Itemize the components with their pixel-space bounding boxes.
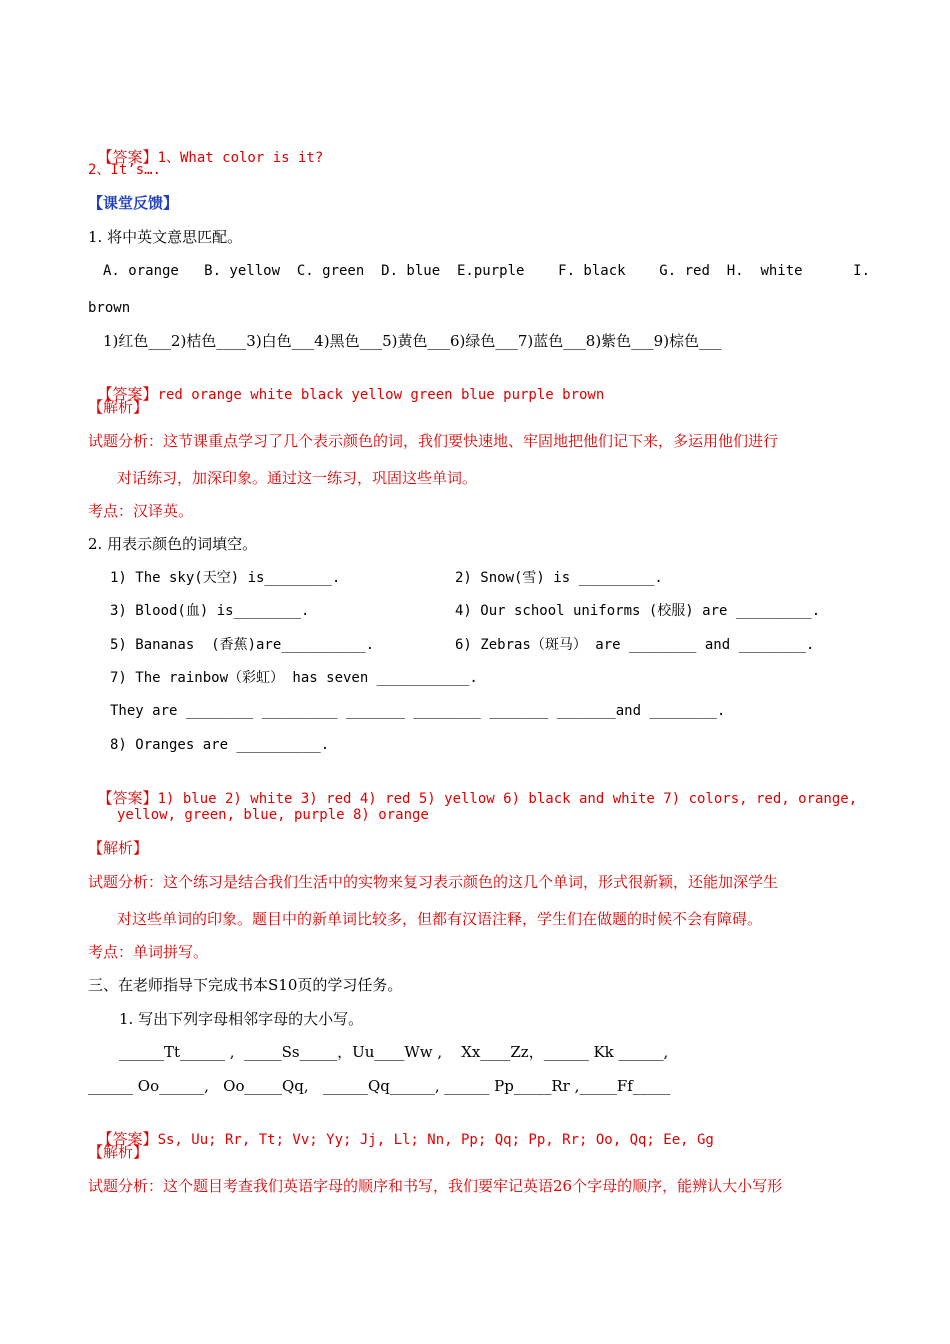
q2-item-8: 8) Oranges are __________. [110, 737, 330, 753]
q2-item-7b: They are ________ _________ _______ ________ _______ _______and ________. [110, 703, 726, 719]
q1-match-line: 1)红色___2)桔色____3)白色___4)黑色___5)黄色___6)绿色___7)蓝色___8)紫色___9)棕色___ [103, 332, 722, 350]
q2-item-1: 1) The sky(天空) is________. [110, 570, 341, 586]
q2-analysis-tag: 【解析】 [88, 839, 149, 857]
q1-title: 1. 将中英文意思匹配。 [88, 228, 243, 246]
q2-item-4: 4) Our school uniforms (校服) are _________. [455, 603, 821, 619]
section3-answer [88, 1109, 714, 1150]
section3-analysis-tag: 【解析】 [88, 1143, 149, 1161]
q1-analysis-line1: 试题分析：这节课重点学习了几个表示颜色的词，我们要快速地、牢固地把他们记下来，多运用他们进行 [88, 432, 779, 450]
q2-item-2: 2) Snow(雪) is _________. [455, 570, 663, 586]
q2-item-5: 5) Bananas (香蕉)are__________. [110, 637, 375, 653]
q2-item-3: 3) Blood(血) is________. [110, 603, 310, 619]
section3-title: 三、在老师指导下完成书本S10页的学习任务。 [88, 976, 403, 994]
answer-tag: 【答案】 [97, 385, 158, 403]
letters-line-1: ______Tt______ , _____Ss_____，Uu____Ww , Xx____Zz，______ Kk ______, [119, 1043, 669, 1061]
q1-point: 考点：汉译英。 [88, 502, 194, 520]
answer-text: red orange white black yellow green blue purple brown [157, 387, 605, 403]
answer-text: 1) blue 2) white 3) red 4) red 5) yellow 6) black and white 7) colors, red, orange, [157, 791, 858, 807]
q1-options-wrap: brown [88, 300, 131, 316]
letters-line-2: ______ Oo______, Oo_____Qq, ______Qq______, ______ Pp_____Rr ,_____Ff_____ [88, 1077, 671, 1095]
answer-tag: 【答案】 [97, 789, 158, 807]
q1-analysis-tag: 【解析】 [88, 398, 149, 416]
q2-item-6: 6) Zebras（斑马） are ________ and ________. [455, 637, 815, 653]
q2-analysis-line1: 试题分析：这个练习是结合我们生活中的实物来复习表示颜色的这几个单词，形式很新颖，还能加深学生 [88, 873, 779, 891]
answer-text: 1、What color is it? [157, 150, 324, 166]
q2-item-7: 7) The rainbow（彩虹） has seven ___________. [110, 670, 478, 686]
q2-analysis-line2: 对这些单词的印象。题目中的新单词比较多，但都有汉语注释，学生们在做题的时候不会有障碍。 [117, 910, 763, 928]
q2-answer [88, 768, 857, 809]
q2-title: 2. 用表示颜色的词填空。 [88, 535, 258, 553]
q2-point: 考点：单词拼写。 [88, 943, 209, 961]
answer-line-2: 2、It’s…. [88, 162, 162, 178]
answer-tag: 【答案】 [97, 1130, 158, 1148]
answer-text: Ss, Uu; Rr, Tt; Vv; Yy; Jj, Ll; Nn, Pp; Qq; Pp, Rr; Oo, Qq; Ee, Gg [157, 1132, 714, 1148]
feedback-title: 【课堂反馈】 [88, 194, 179, 212]
q1-analysis-line2: 对话练习，加深印象。通过这一练习，巩固这些单词。 [117, 469, 478, 487]
answer-tag: 【答案】 [97, 148, 158, 166]
q1-answer [88, 364, 604, 405]
q2-answer-line2: yellow, green, blue, purple 8) orange [117, 807, 429, 823]
section3-q-title: 1. 写出下列字母相邻字母的大小写。 [119, 1010, 364, 1028]
q1-options: A. orange B. yellow C. green D. blue E.purple F. black G. red H. white I. [103, 263, 871, 279]
section3-analysis-line1: 试题分析：这个题目考查我们英语字母的顺序和书写，我们要牢记英语26个字母的顺序，能辨认大小写形 [88, 1177, 783, 1195]
